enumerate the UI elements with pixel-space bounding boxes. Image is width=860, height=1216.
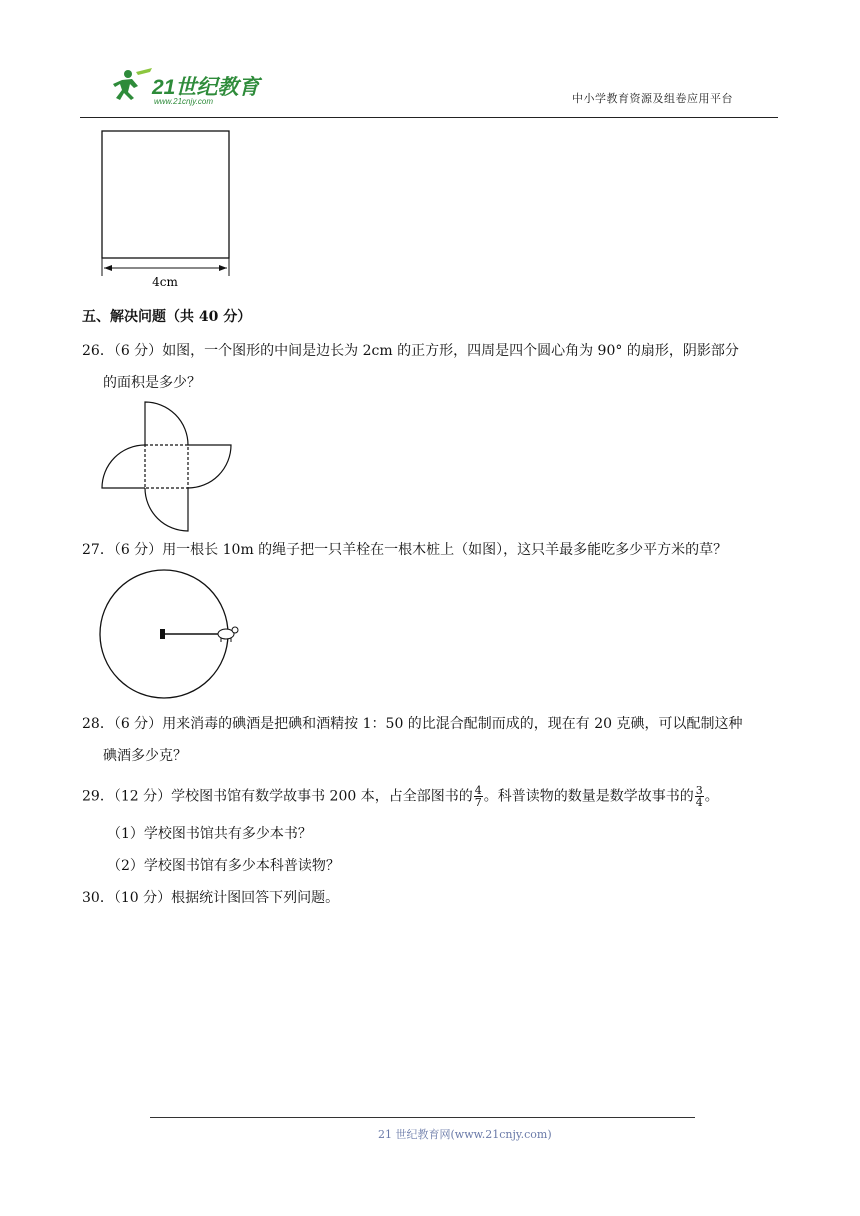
dimension-label: 4cm xyxy=(152,275,178,289)
question-points: （12 分） xyxy=(113,788,172,805)
question-29-sub1: （1）学校图书馆共有多少本书？ xyxy=(107,826,312,842)
square-figure xyxy=(96,126,238,292)
section-title: 五、解决问题（共 40 分） xyxy=(82,309,252,325)
question-text: 。 xyxy=(704,788,719,805)
runner-logo-icon xyxy=(112,66,272,110)
site-logo xyxy=(112,66,272,110)
question-29-sub2: （2）学校图书馆有多少本科普读物？ xyxy=(107,858,340,874)
question-number: 28． xyxy=(82,716,114,732)
question-points: （6 分） xyxy=(113,343,163,359)
question-26 xyxy=(82,341,739,361)
question-text: 学校图书馆有数学故事书 200 本，占全部图书的 xyxy=(171,788,473,805)
question-27 xyxy=(82,540,727,560)
goat-circle-figure xyxy=(98,568,248,702)
question-text: 用来消毒的碘酒是把碘和酒精按 1：50 的比混合配制而成的，现在有 20 克碘，可以配制这种 xyxy=(162,716,743,732)
question-points: （10 分） xyxy=(113,890,172,906)
question-text: 如图，一个图形的中间是边长为 2cm 的正方形，四周是四个圆心角为 90° 的扇形，阴影部分 xyxy=(162,343,739,359)
sector-top xyxy=(145,402,188,445)
fraction-3-4: $\frac{3}{4}$ xyxy=(695,784,703,809)
question-28-line2: 碘酒多少克？ xyxy=(103,748,187,764)
footer-text: 21 世纪教育网(www.21cnjy.com) xyxy=(378,1128,552,1141)
square-shape xyxy=(102,131,229,258)
sector-bottom xyxy=(145,488,188,531)
footer-divider xyxy=(150,1117,695,1118)
question-text: 。科普读物的数量是数学故事书的 xyxy=(483,788,694,805)
question-text: 用一根长 10m 的绳子把一只羊栓在一根木桩上（如图），这只羊最多能吃多少平方米的草？ xyxy=(162,542,728,558)
fraction-4-7: $\frac{4}{7}$ xyxy=(474,784,482,809)
arrow-left-icon xyxy=(104,265,112,271)
platform-name: 中小学教育资源及组卷应用平台 xyxy=(572,92,733,105)
question-number: 30． xyxy=(82,890,114,906)
sector-left xyxy=(102,445,145,488)
logo-text: 21世纪教育 xyxy=(152,76,260,99)
question-text: 根据统计图回答下列问题。 xyxy=(171,890,340,906)
header-divider xyxy=(80,117,778,118)
arrow-right-icon xyxy=(219,265,227,271)
stake-icon xyxy=(160,629,165,639)
question-number: 26． xyxy=(82,343,114,359)
pinwheel-figure xyxy=(100,400,234,534)
question-number: 27． xyxy=(82,542,114,558)
question-points: （6 分） xyxy=(113,542,163,558)
question-number: 29． xyxy=(82,788,114,805)
question-30 xyxy=(82,888,339,908)
question-26-line2: 的面积是多少？ xyxy=(103,375,201,391)
question-28 xyxy=(82,714,743,734)
logo-url: www.21cnjy.com xyxy=(154,97,213,106)
question-29 xyxy=(82,785,719,808)
question-points: （6 分） xyxy=(113,716,163,732)
center-square xyxy=(145,445,188,488)
sector-right xyxy=(188,445,231,488)
